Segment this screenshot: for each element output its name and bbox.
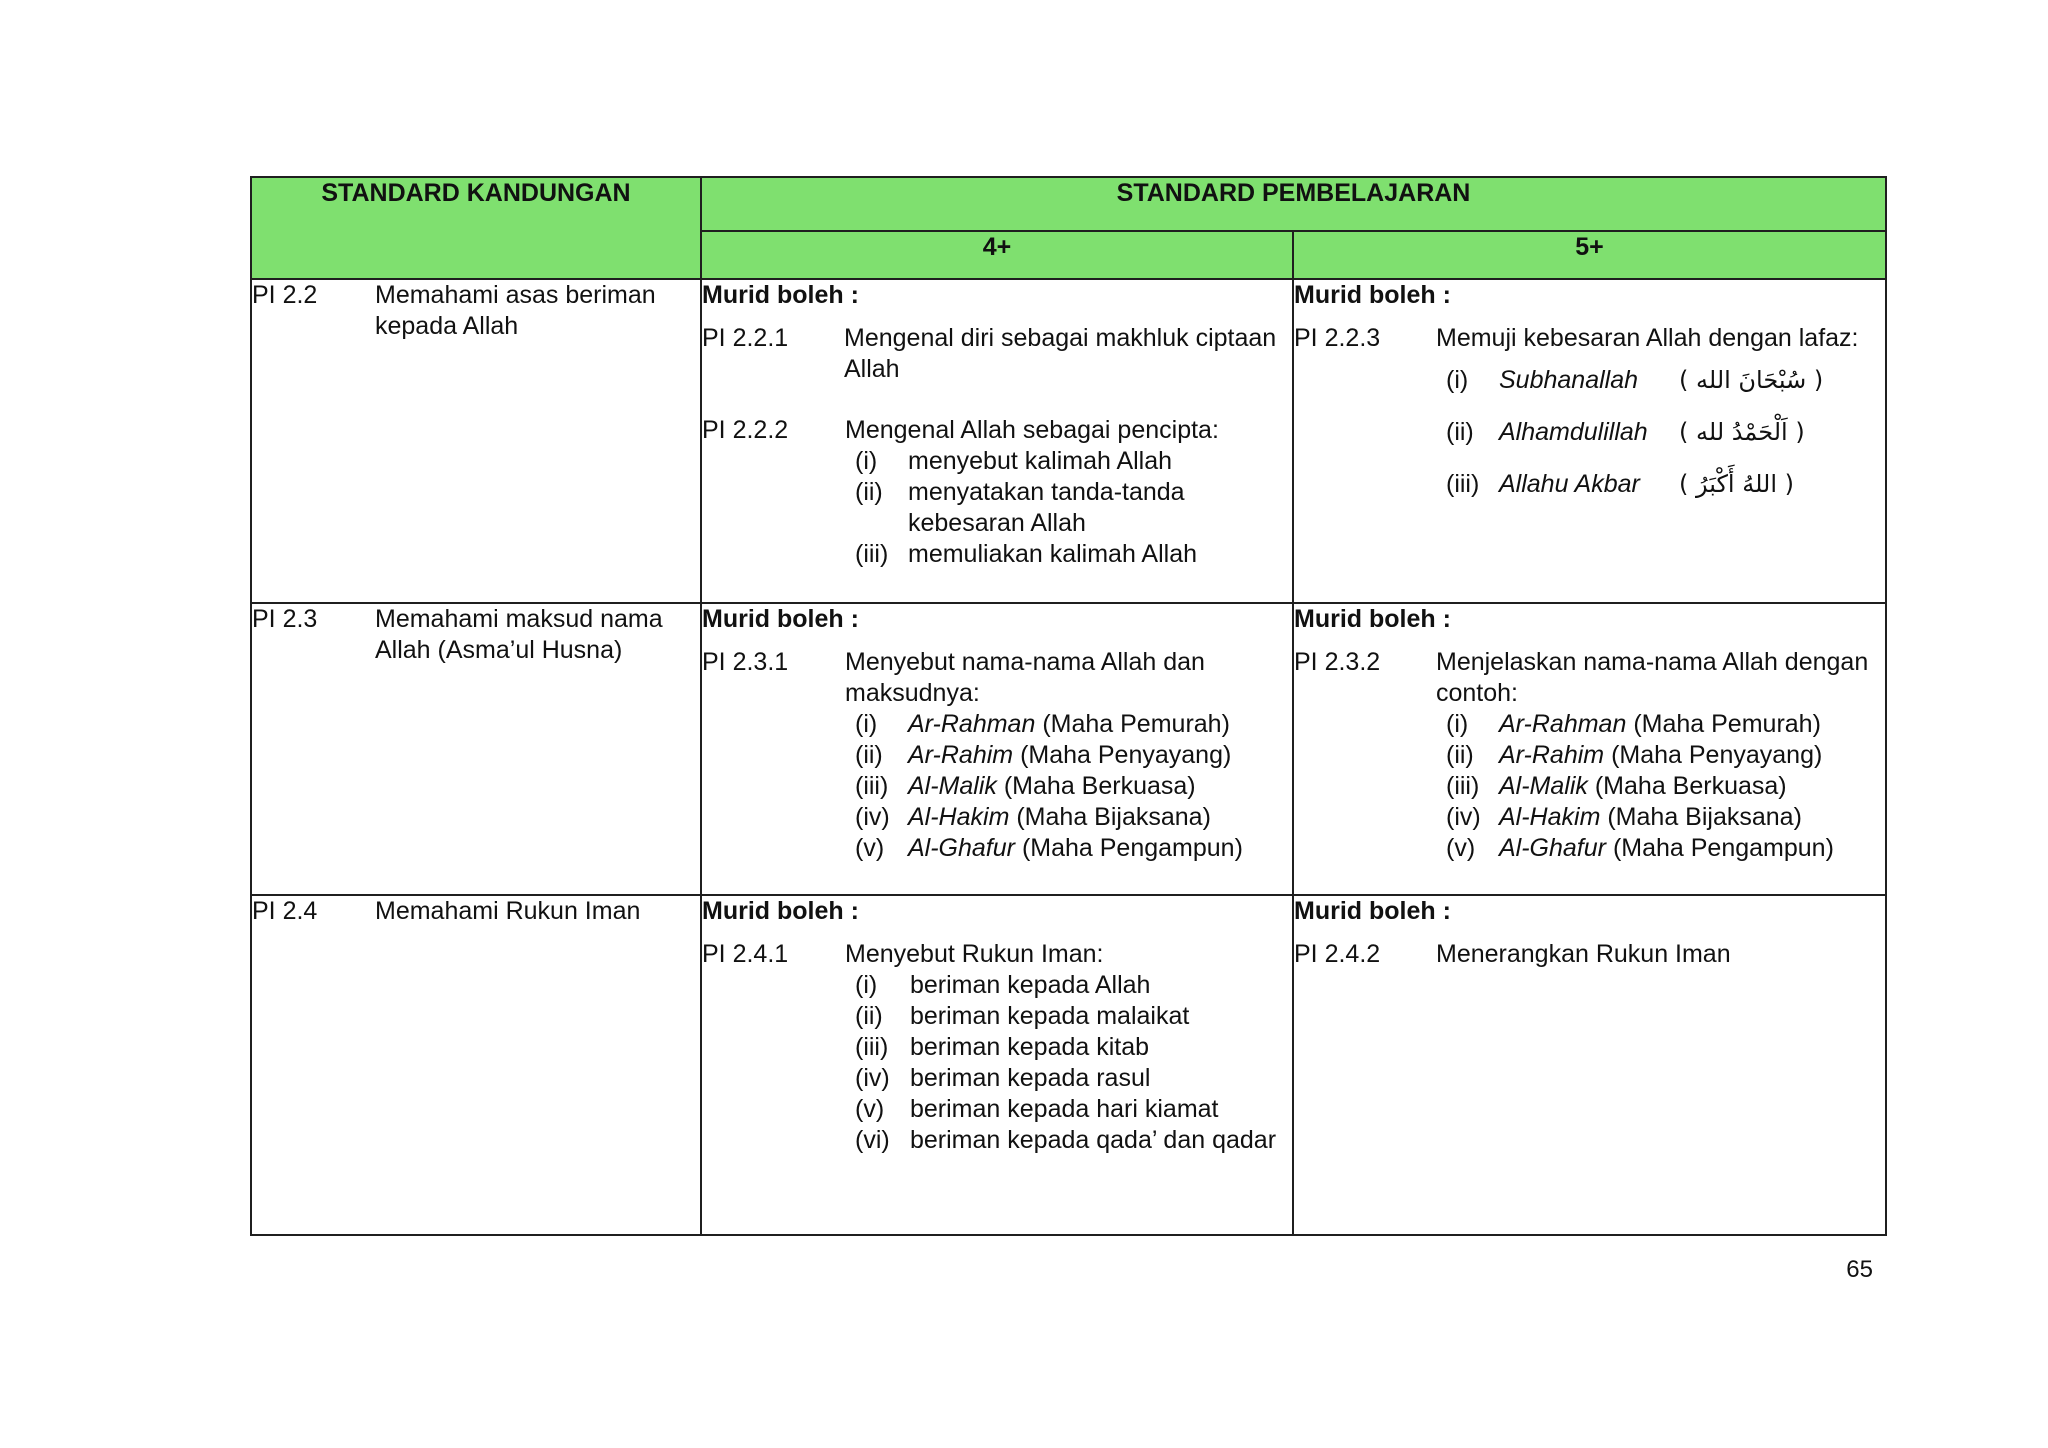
- list-item: [1294, 323, 1885, 510]
- arabic-text: ( سُبْحَانَ الله ): [1679, 365, 1824, 394]
- sp-text: Mengenal Allah sebagai pencipta:: [845, 416, 1219, 444]
- sp-code: PI 2.3.1: [702, 648, 789, 676]
- sk-cell: [251, 279, 701, 603]
- sub-item: (ii) Ar-Rahim (Maha Penyayang): [1446, 741, 1823, 769]
- sp-text: Mengenal diri sebagai makhluk ciptaan Allah: [844, 324, 1277, 383]
- list-item: [1294, 647, 1885, 864]
- murid-boleh-label: Murid boleh :: [702, 281, 859, 309]
- sp-text: Menerangkan Rukun Iman: [1436, 940, 1731, 968]
- murid-boleh-label: Murid boleh :: [702, 605, 859, 633]
- page-number: 65: [1846, 1256, 1873, 1283]
- list-item: [1294, 939, 1885, 970]
- sp-cell-5: [1293, 279, 1886, 603]
- sub-item: (iv) Al-Hakim (Maha Bijaksana): [1446, 803, 1802, 831]
- arabic-text: ( اللهُ أَكْبَرُ ): [1679, 469, 1794, 498]
- sk-text: Memahami maksud nama Allah (Asma’ul Husna): [375, 605, 663, 664]
- sk-code: PI 2.3: [252, 605, 318, 633]
- murid-boleh-label: Murid boleh :: [1294, 897, 1451, 925]
- sp-code: PI 2.3.2: [1294, 648, 1381, 676]
- sp-code: PI 2.2.1: [702, 324, 789, 352]
- sub-item: (v) Al-Ghafur (Maha Pengampun): [855, 834, 1243, 862]
- header-standard-kandungan: STANDARD KANDUNGAN: [251, 177, 701, 279]
- sub-item: (i) beriman kepada Allah: [855, 971, 1151, 999]
- sk-text: Memahami Rukun Iman: [375, 897, 641, 925]
- sk-code: PI 2.2: [252, 281, 318, 309]
- lafaz-item: (iii) Allahu Akbar ( اللهُ أَكْبَرُ ): [1446, 469, 1794, 498]
- sub-item: (iii) Al-Malik (Maha Berkuasa): [1446, 772, 1787, 800]
- arabic-text: ( اَلْحَمْدُ لله ): [1679, 417, 1805, 446]
- header-standard-pembelajaran: STANDARD PEMBELAJARAN: [701, 177, 1886, 231]
- sub-item: (iii) beriman kepada kitab: [855, 1033, 1150, 1061]
- sub-item: (iii) Al-Malik (Maha Berkuasa): [855, 772, 1196, 800]
- sub-item: (iii) memuliakan kalimah Allah: [855, 540, 1198, 568]
- sp-code: PI 2.2.2: [702, 416, 789, 444]
- sp-text: Menyebut Rukun Iman:: [845, 940, 1104, 968]
- sub-item: (i) Ar-Rahman (Maha Pemurah): [855, 710, 1230, 738]
- lafaz-item: (i) Subhanallah ( سُبْحَانَ الله ): [1446, 365, 1824, 394]
- sk-code: PI 2.4: [252, 897, 318, 925]
- sub-item: (ii) menyatakan tanda-tanda kebesaran Allah: [855, 478, 1185, 537]
- table-row: [251, 895, 1886, 1235]
- sk-cell: [251, 603, 701, 895]
- sp-text: Menyebut nama-nama Allah dan maksudnya:: [845, 648, 1205, 707]
- sp-cell-4: [701, 279, 1293, 603]
- sk-cell: [251, 895, 701, 1235]
- sub-item: (iv) beriman kepada rasul: [855, 1064, 1151, 1092]
- header-col-5: 5+: [1293, 231, 1886, 279]
- sub-item: (v) Al-Ghafur (Maha Pengampun): [1446, 834, 1834, 862]
- header-col-4: 4+: [701, 231, 1293, 279]
- list-item: [702, 647, 1292, 864]
- murid-boleh-label: Murid boleh :: [702, 897, 859, 925]
- sp-code: PI 2.2.3: [1294, 324, 1381, 352]
- table-row: [251, 279, 1886, 603]
- sp-text: Memuji kebesaran Allah dengan lafaz:: [1436, 324, 1859, 352]
- sub-item: (i) menyebut kalimah Allah: [855, 447, 1173, 475]
- sub-item: (ii) beriman kepada malaikat: [855, 1002, 1190, 1030]
- sub-item: (v) beriman kepada hari kiamat: [855, 1095, 1219, 1123]
- sp-text: Menjelaskan nama-nama Allah dengan contoh:: [1436, 648, 1869, 707]
- murid-boleh-label: Murid boleh :: [1294, 281, 1451, 309]
- sp-cell-5: [1293, 603, 1886, 895]
- list-item: [702, 939, 1292, 1156]
- sp-code: PI 2.4.1: [702, 940, 789, 968]
- sub-item: (ii) Ar-Rahim (Maha Penyayang): [855, 741, 1232, 769]
- table-row: [251, 603, 1886, 895]
- list-item: [702, 415, 1292, 570]
- sp-cell-5: [1293, 895, 1886, 1235]
- sub-item: (i) Ar-Rahman (Maha Pemurah): [1446, 710, 1821, 738]
- list-item: [702, 323, 1292, 385]
- sp-code: PI 2.4.2: [1294, 940, 1381, 968]
- sub-item: (vi) beriman kepada qada’ dan qadar: [855, 1126, 1277, 1154]
- lafaz-item: (ii) Alhamdulillah ( اَلْحَمْدُ لله ): [1446, 417, 1805, 446]
- sp-cell-4: [701, 895, 1293, 1235]
- sk-text: Memahami asas beriman kepada Allah: [375, 281, 656, 340]
- sub-item: (iv) Al-Hakim (Maha Bijaksana): [855, 803, 1211, 831]
- sp-cell-4: [701, 603, 1293, 895]
- standards-table: [250, 176, 1887, 1236]
- murid-boleh-label: Murid boleh :: [1294, 605, 1451, 633]
